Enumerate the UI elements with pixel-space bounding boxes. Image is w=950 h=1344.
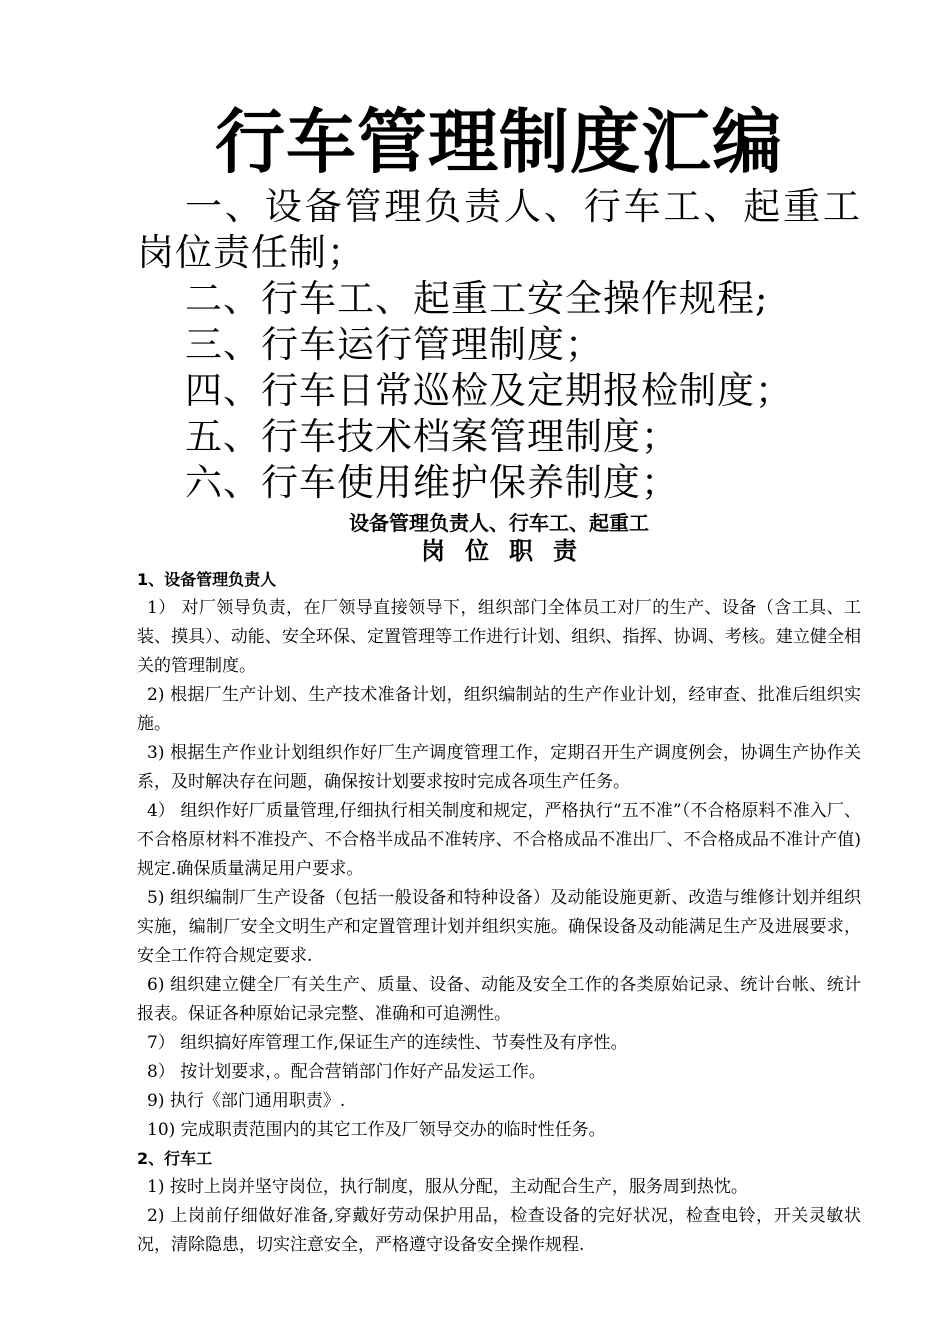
toc-item: 二、行车工、起重工安全操作规程;	[185, 277, 769, 320]
list-item: 2) 根据厂生产计划、生产技术准备计划，组织编制站的生产作业计划，经审查、批准后组织实施。	[137, 685, 861, 734]
list-item: 9) 执行《部门通用职责》.	[147, 1091, 346, 1111]
list-item: 5) 组织编制厂生产设备（包括一般设备和特种设备）及动能设施更新、改造与维修计划并组织实施，编制厂安全文明生产和定置管理计划并组织实施。确保设备及动能满足生产及进展要求，安全工作符合规定要求.	[137, 888, 861, 966]
list-item: 2) 上岗前仔细做好准备,穿戴好劳动保护用品，检查设备的完好状况，检查电铃，开关灵敏状况，清除隐患，切实注意安全，严格遵守设备安全操作规程.	[137, 1206, 861, 1255]
part-heading: 1、设备管理负责人	[137, 570, 277, 589]
list-item: 1） 对厂领导负责，在厂领导直接领导下，组织部门全体员工对厂的生产、设备（含工具、工装、摸具）、动能、安全环保、定置管理等工作进行计划、组织、指挥、协调、考核。建立健全相关的管理制度。	[137, 598, 861, 676]
document-title: 行车管理制度汇编	[215, 101, 783, 183]
toc-item: 六、行车使用维护保养制度；	[185, 461, 679, 504]
part-heading: 2、行车工	[137, 1149, 213, 1168]
part-crane-operator	[137, 1145, 861, 1260]
toc-item: 一、设备管理负责人、行车工、起重工岗位责任制；	[137, 185, 861, 274]
document-page	[137, 100, 861, 1260]
table-of-contents	[137, 184, 861, 506]
part-manager	[137, 566, 861, 1145]
toc-item: 四、行车日常巡检及定期报检制度；	[185, 369, 793, 412]
list-item: 4） 组织作好厂质量管理,仔细执行相关制度和规定，严格执行“五不准”（不合格原料不准入厂、不合格原材料不准投产、不合格半成品不准转序、不合格成品不准出厂、不合格成品不准计产值)规定.确保质量满足用户要求。	[137, 801, 861, 879]
section-title: 设备管理负责人、行车工、起重工	[349, 511, 649, 535]
list-item: 6) 组织建立健全厂有关生产、质量、设备、动能及安全工作的各类原始记录、统计台帐、统计报表。保证各种原始记录完整、准确和可追溯性。	[137, 975, 861, 1024]
toc-item: 三、行车运行管理制度；	[185, 323, 603, 366]
list-item: 1) 按时上岗并坚守岗位，执行制度，服从分配，主动配合生产，服务周到热忱。	[147, 1177, 748, 1197]
list-item: 7） 组织搞好库管理工作,保证生产的连续性、节奏性及有序性。	[147, 1033, 628, 1053]
list-item: 10) 完成职责范围内的其它工作及厂领导交办的临时性任务。	[147, 1120, 606, 1140]
list-item: 3) 根据生产作业计划组织作好厂生产调度管理工作，定期召开生产调度例会，协调生产协作关系，及时解决存在问题，确保按计划要求按时完成各项生产任务。	[137, 743, 861, 792]
section-subtitle: 岗位职责	[421, 537, 597, 565]
toc-item: 五、行车技术档案管理制度；	[185, 415, 679, 458]
list-item: 8） 按计划要求，。配合营销部门作好产品发运工作。	[147, 1062, 546, 1082]
